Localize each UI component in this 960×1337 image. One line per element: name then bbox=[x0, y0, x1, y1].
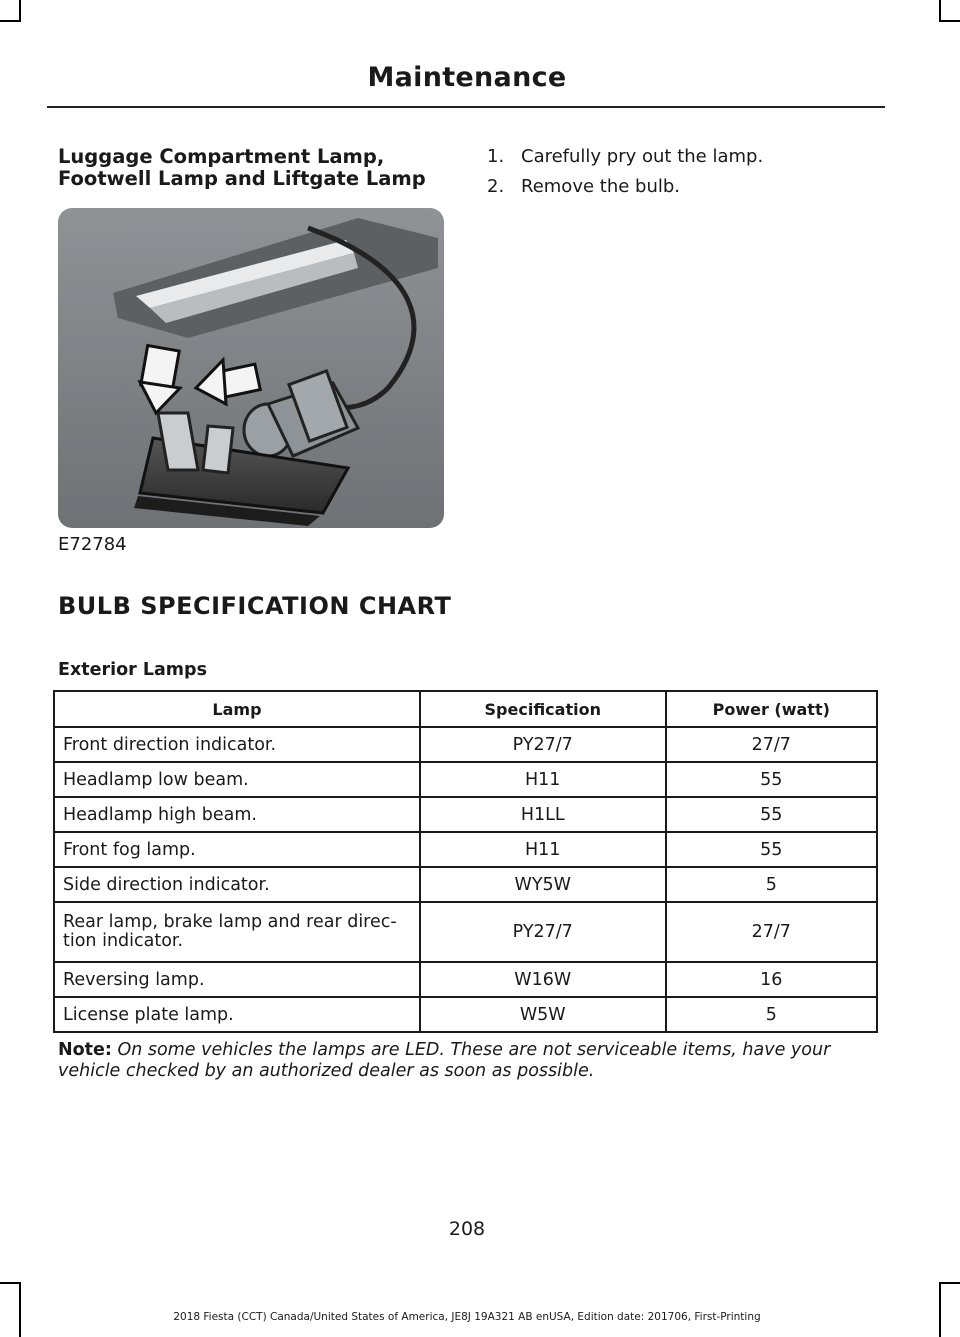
page-number: 208 bbox=[448, 1218, 486, 1240]
step-number: 1. bbox=[487, 146, 505, 167]
page-title: Maintenance bbox=[367, 62, 567, 93]
step-text: Remove the bulb. bbox=[521, 176, 681, 197]
crop-mark bbox=[939, 0, 941, 22]
table-row bbox=[54, 867, 877, 902]
lamp-cell: License plate lamp. bbox=[54, 997, 420, 1032]
crop-mark bbox=[939, 1282, 941, 1337]
table-row bbox=[54, 902, 877, 962]
power-cell: 5 bbox=[666, 867, 877, 902]
power-cell: 5 bbox=[666, 997, 877, 1032]
spec-cell: W5W bbox=[420, 997, 666, 1032]
lamp-cell-line: tion indicator. bbox=[63, 931, 184, 951]
crop-mark bbox=[19, 0, 21, 22]
footer-text: 2018 Fiesta (CCT) Canada/United States of America, JE8J 19A321 AB enUSA, Edition date: 201706, First-Printing bbox=[173, 1311, 761, 1323]
power-cell: 27/7 bbox=[666, 902, 877, 962]
figure-caption: E72784 bbox=[58, 534, 127, 555]
section-title bbox=[58, 146, 458, 190]
crop-mark bbox=[0, 20, 21, 22]
note-label: Note: bbox=[58, 1040, 112, 1060]
table-row bbox=[54, 797, 877, 832]
power-cell: 55 bbox=[666, 797, 877, 832]
section-title-line: Footwell Lamp and Liftgate Lamp bbox=[58, 167, 426, 190]
lamp-cell-line: Rear lamp, brake lamp and rear direc- bbox=[63, 912, 397, 932]
lamp-removal-drawing bbox=[58, 208, 444, 528]
power-cell: 27/7 bbox=[666, 727, 877, 762]
lamp-cell: Front fog lamp. bbox=[54, 832, 420, 867]
spec-cell: PY27/7 bbox=[420, 902, 666, 962]
table-header-row bbox=[54, 691, 877, 727]
crop-mark bbox=[0, 1282, 21, 1284]
spec-cell: H11 bbox=[420, 832, 666, 867]
header-divider bbox=[47, 106, 885, 108]
spec-cell: WY5W bbox=[420, 867, 666, 902]
list-item bbox=[487, 176, 887, 206]
lamp-cell: Reversing lamp. bbox=[54, 962, 420, 997]
spec-cell: W16W bbox=[420, 962, 666, 997]
section-title-line: Luggage Compartment Lamp, bbox=[58, 145, 385, 168]
table-row bbox=[54, 997, 877, 1032]
note bbox=[58, 1040, 888, 1082]
spec-cell: H1LL bbox=[420, 797, 666, 832]
note-text: On some vehicles the lamps are LED. These are not serviceable items, have your vehicle checked by an authorized dealer as soon as possible. bbox=[58, 1040, 831, 1081]
chart-heading: BULB SPECIFICATION CHART bbox=[58, 592, 452, 620]
table-row bbox=[54, 962, 877, 997]
table-row bbox=[54, 832, 877, 867]
spec-cell: H11 bbox=[420, 762, 666, 797]
crop-mark bbox=[939, 1282, 960, 1284]
lamp-removal-illustration bbox=[58, 208, 444, 528]
bulb-specification-table bbox=[53, 690, 878, 1033]
step-number: 2. bbox=[487, 176, 505, 197]
lamp-cell: Headlamp high beam. bbox=[54, 797, 420, 832]
power-cell: 55 bbox=[666, 832, 877, 867]
column-header: Power (watt) bbox=[666, 691, 877, 727]
table-row bbox=[54, 762, 877, 797]
lamp-cell bbox=[54, 902, 420, 962]
table-row bbox=[54, 727, 877, 762]
lamp-cell: Side direction indicator. bbox=[54, 867, 420, 902]
list-item bbox=[487, 146, 887, 176]
spec-cell: PY27/7 bbox=[420, 727, 666, 762]
column-header: Lamp bbox=[54, 691, 420, 727]
power-cell: 16 bbox=[666, 962, 877, 997]
power-cell: 55 bbox=[666, 762, 877, 797]
lamp-cell: Headlamp low beam. bbox=[54, 762, 420, 797]
step-list bbox=[487, 146, 887, 206]
crop-mark bbox=[939, 20, 960, 22]
crop-mark bbox=[19, 1282, 21, 1337]
step-text: Carefully pry out the lamp. bbox=[521, 146, 764, 167]
column-header: Specification bbox=[420, 691, 666, 727]
table-subheading: Exterior Lamps bbox=[58, 660, 207, 680]
lamp-cell: Front direction indicator. bbox=[54, 727, 420, 762]
